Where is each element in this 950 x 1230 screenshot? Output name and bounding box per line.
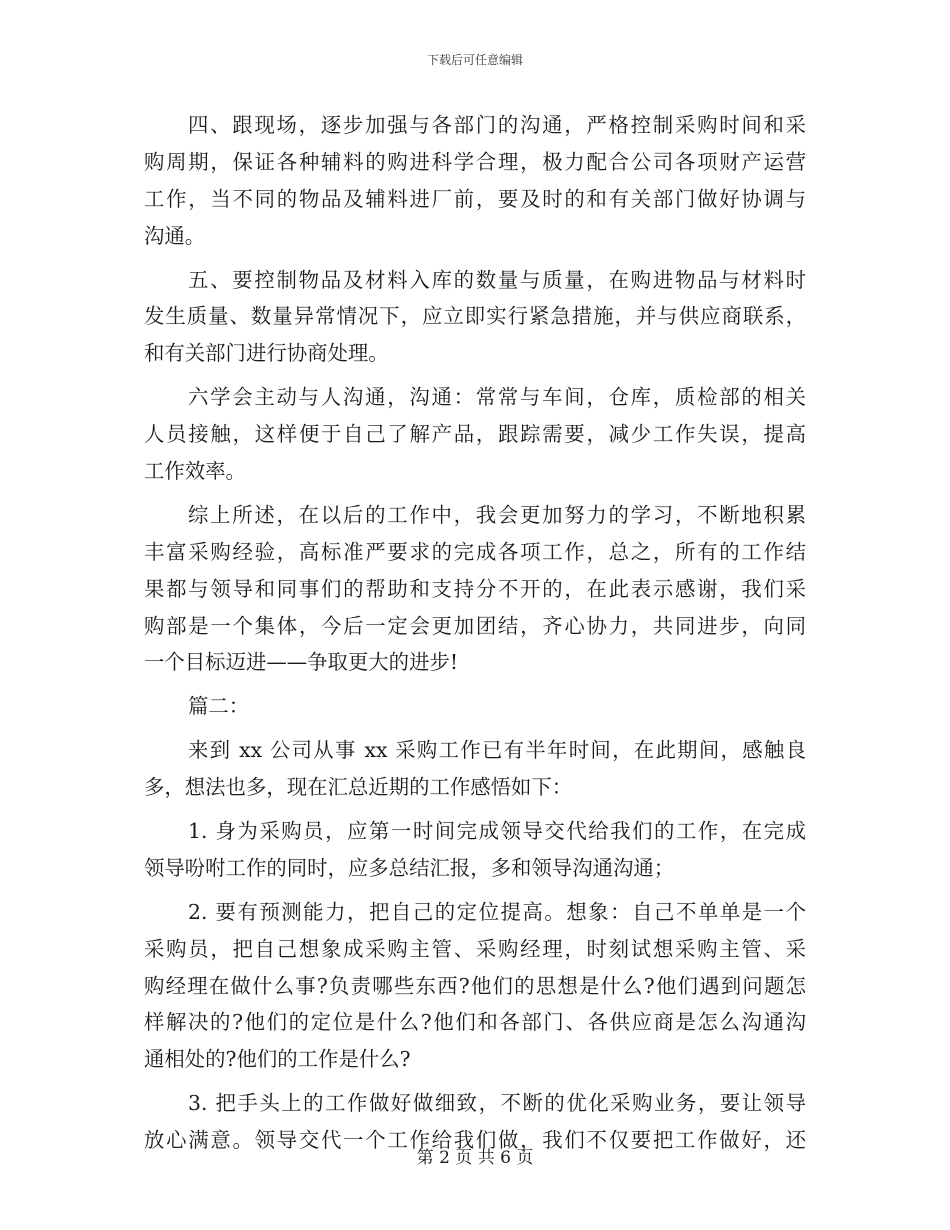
document-body (144, 107, 806, 1159)
text-line: 沟通。 (144, 223, 206, 248)
text-line: 采购员，把自己想象成采购主管、采购经理，时刻试想采购主管、采 (144, 936, 806, 961)
text-line: 多，想法也多，现在汇总近期的工作感悟如下： (144, 775, 573, 800)
text-line: 发生质量、数量异常情况下，应立即实行紧急措施，并与供应商联系， (144, 304, 806, 329)
text-line: 丰富采购经验，高标准严要求的完成各项工作，总之，所有的工作结 (144, 539, 806, 564)
text-line: 样解决的?他们的定位是什么?他们和各部门、各供应商是怎么沟通沟 (144, 1010, 806, 1035)
text-line: 六学会主动与人沟通，沟通：常常与车间，仓库，质检部的相关 (188, 385, 806, 410)
text-line: 果都与领导和同事们的帮助和支持分不开的，在此表示感谢，我们采 (144, 576, 806, 601)
text-line: 和有关部门进行协商处理。 (144, 341, 389, 366)
text-line: 来到 xx 公司从事 xx 采购工作已有半年时间，在此期间，感触良 (188, 738, 806, 763)
page-header: 下载后可任意编辑 (426, 53, 523, 67)
text-line: 2. 要有预测能力，把自己的定位提高。想象：自己不单单是一个 (188, 899, 806, 924)
text-line: 四、跟现场，逐步加强与各部门的沟通，严格控制采购时间和采 (188, 113, 806, 137)
text-line: 1. 身为采购员，应第一时间完成领导交代给我们的工作，在完成 (188, 819, 806, 844)
text-line: 3. 把手头上的工作做好做细致，不断的优化采购业务，要让领导 (188, 1091, 806, 1116)
page-footer: 第 2 页 共 6 页 (416, 1148, 534, 1168)
text-line: 人员接触，这样便于自己了解产品，跟踪需要，减少工作失误，提高 (144, 422, 806, 447)
text-line: 工作，当不同的物品及辅料进厂前，要及时的和有关部门做好协调与 (144, 186, 806, 211)
text-line: 购经理在做什么事?负责哪些东西?他们的思想是什么?他们遇到问题怎 (144, 973, 806, 998)
text-line: 综上所述，在以后的工作中，我会更加努力的学习，不断地积累 (188, 502, 806, 527)
text-line: 通相处的?他们的工作是什么? (144, 1047, 411, 1072)
text-line: 工作效率。 (144, 459, 246, 484)
text-line: 放心满意。领导交代一个工作给我们做，我们不仅要把工作做好，还 (144, 1128, 806, 1153)
text-line: 购部是一个集体，今后一定会更加团结，齐心协力，共同进步，向同 (144, 613, 806, 638)
text-line: 一个目标迈进——争取更大的进步! (144, 650, 459, 675)
text-line: 领导吩咐工作的同时，应多总结汇报，多和领导沟通沟通； (144, 855, 675, 880)
text-line: 购周期，保证各种辅料的购进科学合理，极力配合公司各项财产运营 (144, 149, 806, 174)
text-line: 五、要控制物品及材料入库的数量与质量，在购进物品与材料时 (188, 267, 806, 292)
text-line: 篇二： (188, 694, 250, 719)
